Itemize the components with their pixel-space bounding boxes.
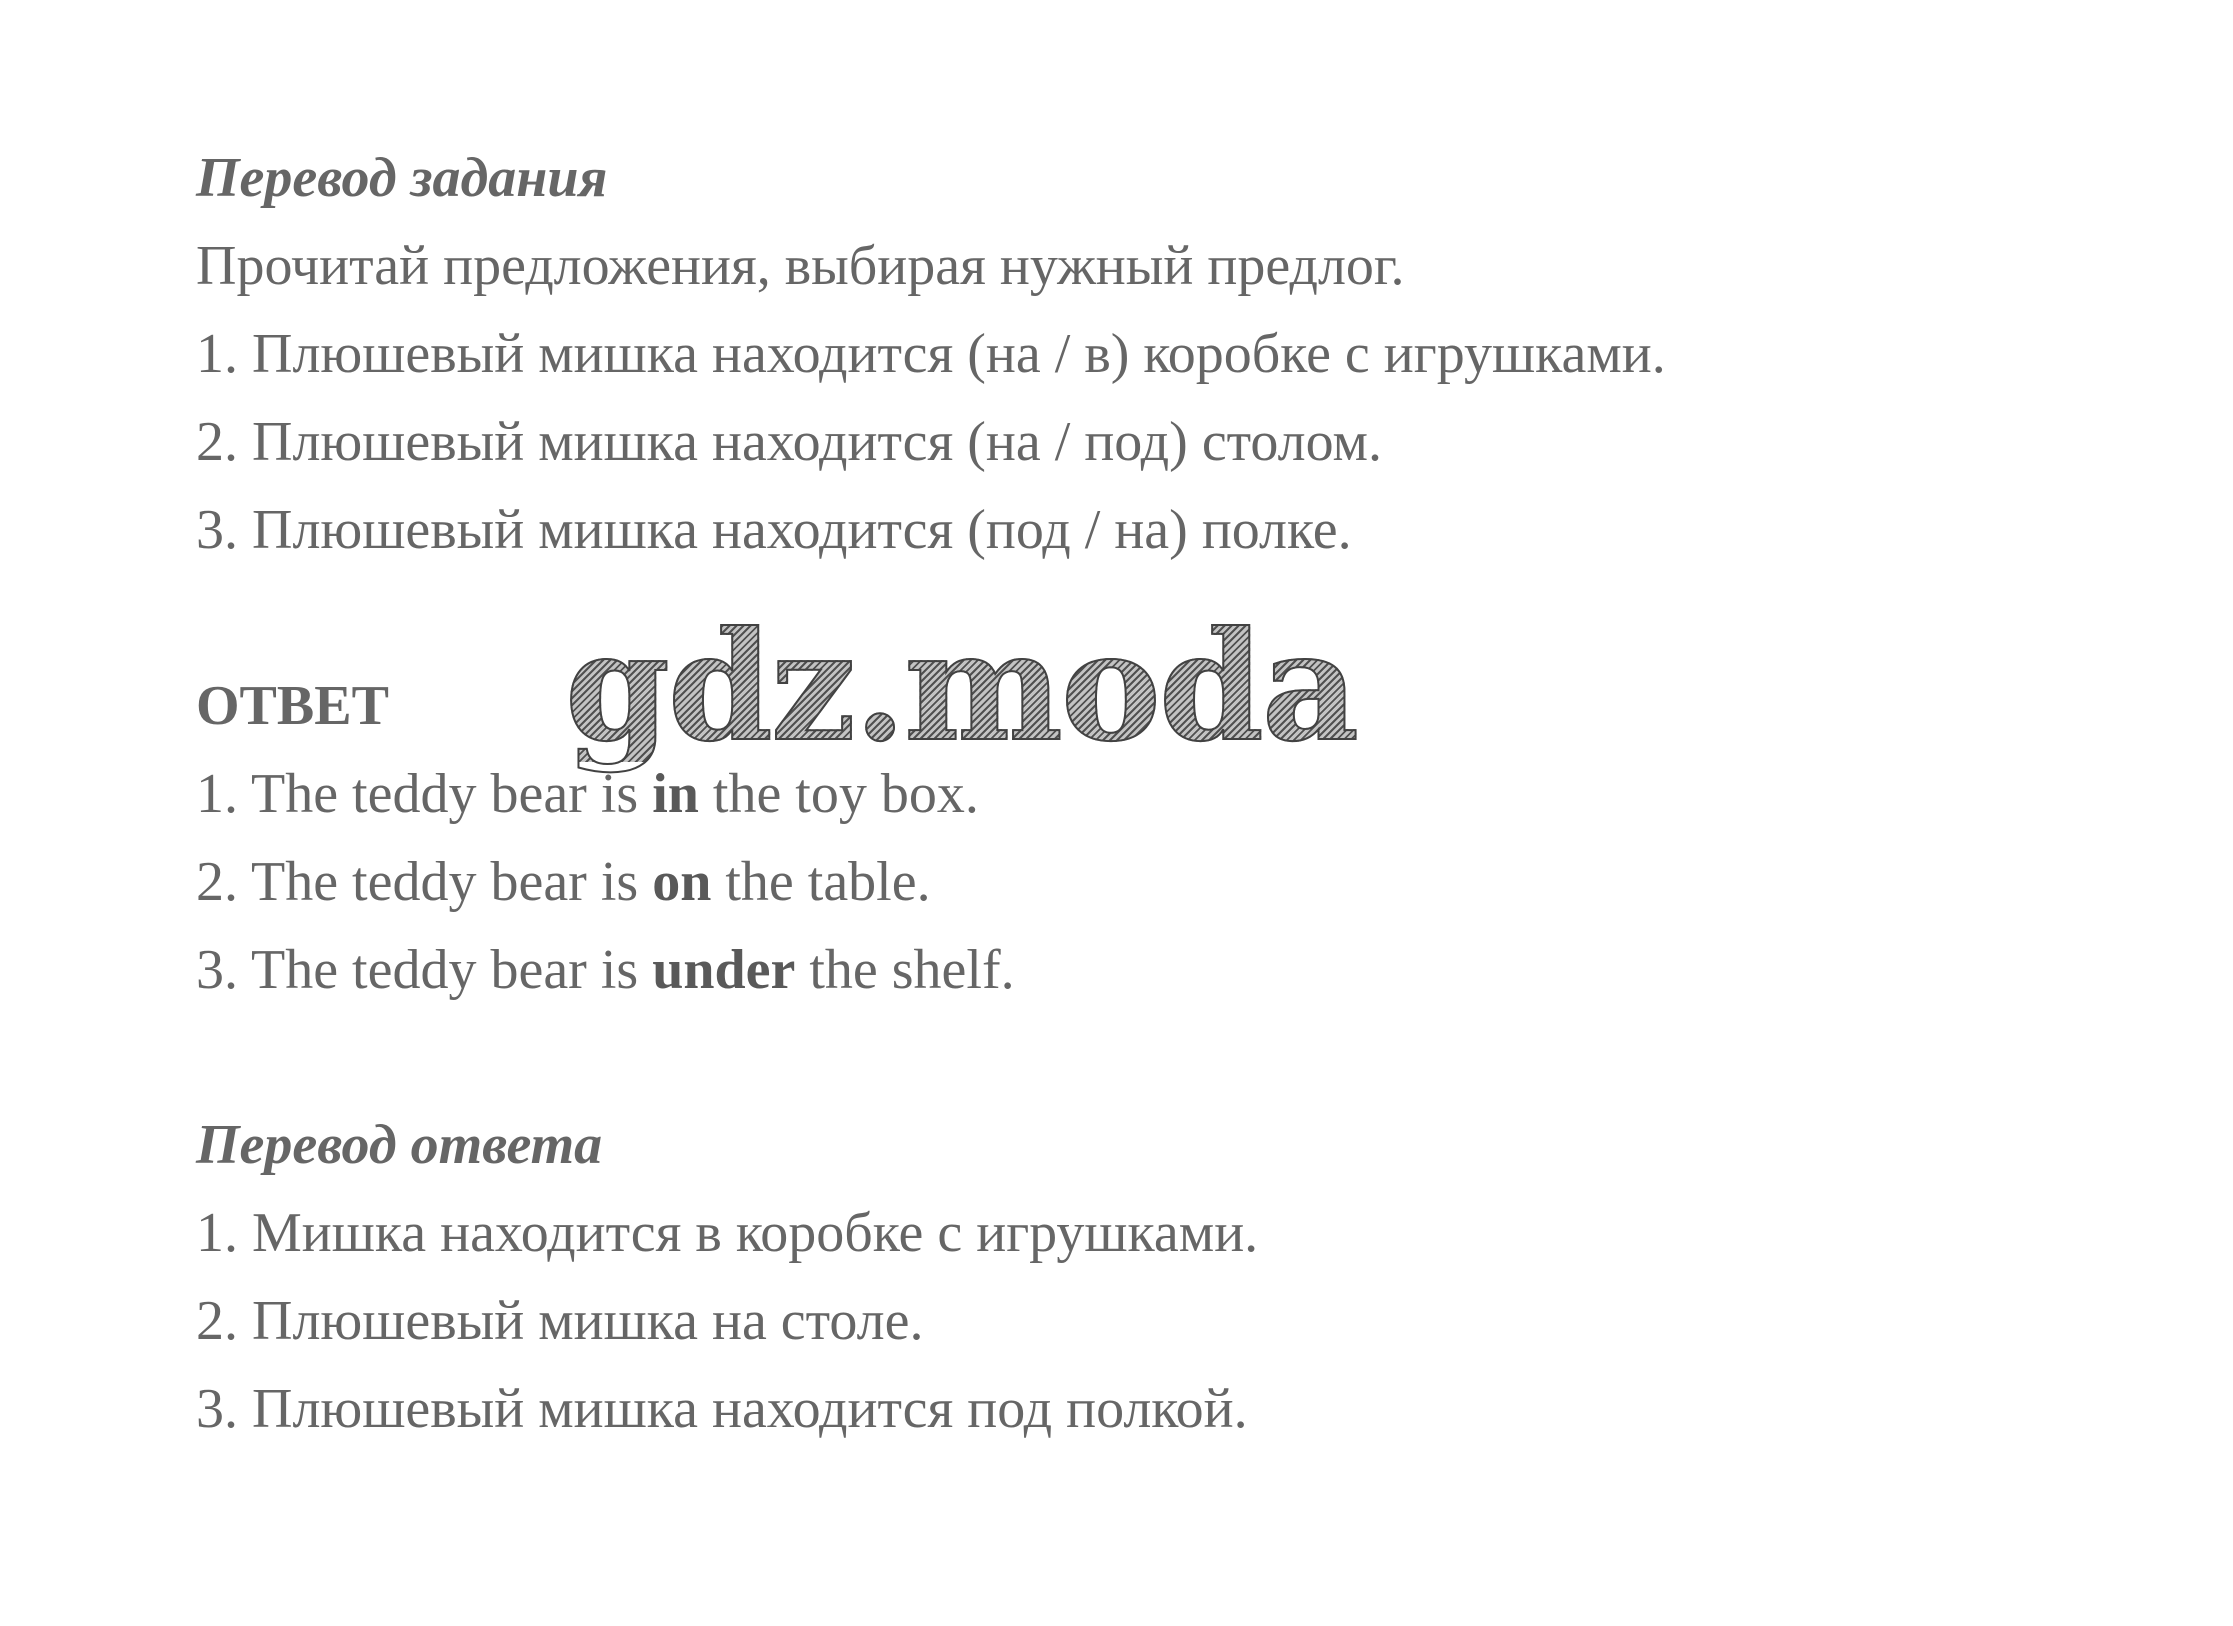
task-item-3: 3. Плюшевый мишка находится (под / на) полке. bbox=[196, 499, 1352, 561]
answer-item-2 bbox=[196, 838, 2173, 926]
answer-item-3-preposition: under bbox=[652, 939, 796, 1001]
task-instruction: Прочитай предложения, выбирая нужный предлог. bbox=[196, 235, 1405, 297]
task-item-2: 2. Плюшевый мишка находится (на / под) столом. bbox=[196, 411, 1382, 473]
answer-item-1-end: the toy box. bbox=[698, 763, 979, 825]
answer-item-3-start: 3. The teddy bear is bbox=[196, 939, 653, 1001]
task-translation-section bbox=[196, 134, 2173, 574]
task-translation-heading: Перевод задания bbox=[196, 147, 608, 209]
translation-item-1: 1. Мишка находится в коробке с игрушками. bbox=[196, 1202, 1259, 1264]
task-item-1: 1. Плюшевый мишка находится (на / в) коробке с игрушками. bbox=[196, 323, 1666, 385]
answer-item-1-preposition: in bbox=[652, 763, 699, 825]
answer-translation-heading: Перевод ответа bbox=[196, 1114, 603, 1176]
answer-heading: ОТВЕТ bbox=[196, 675, 389, 737]
translation-item-2: 2. Плюшевый мишка на столе. bbox=[196, 1290, 924, 1352]
watermark-logo: gdz.moda bbox=[565, 599, 1358, 775]
answer-translation-section bbox=[196, 1101, 2173, 1453]
answer-item-1-start: 1. The teddy bear is bbox=[196, 763, 653, 825]
answer-item-3 bbox=[196, 926, 2173, 1014]
answer-item-2-end: the table. bbox=[711, 851, 931, 913]
answer-item-2-start: 2. The teddy bear is bbox=[196, 851, 653, 913]
translation-item-3: 3. Плюшевый мишка находится под полкой. bbox=[196, 1378, 1248, 1440]
answer-item-2-preposition: on bbox=[652, 851, 712, 913]
answer-item-3-end: the shelf. bbox=[795, 939, 1015, 1001]
